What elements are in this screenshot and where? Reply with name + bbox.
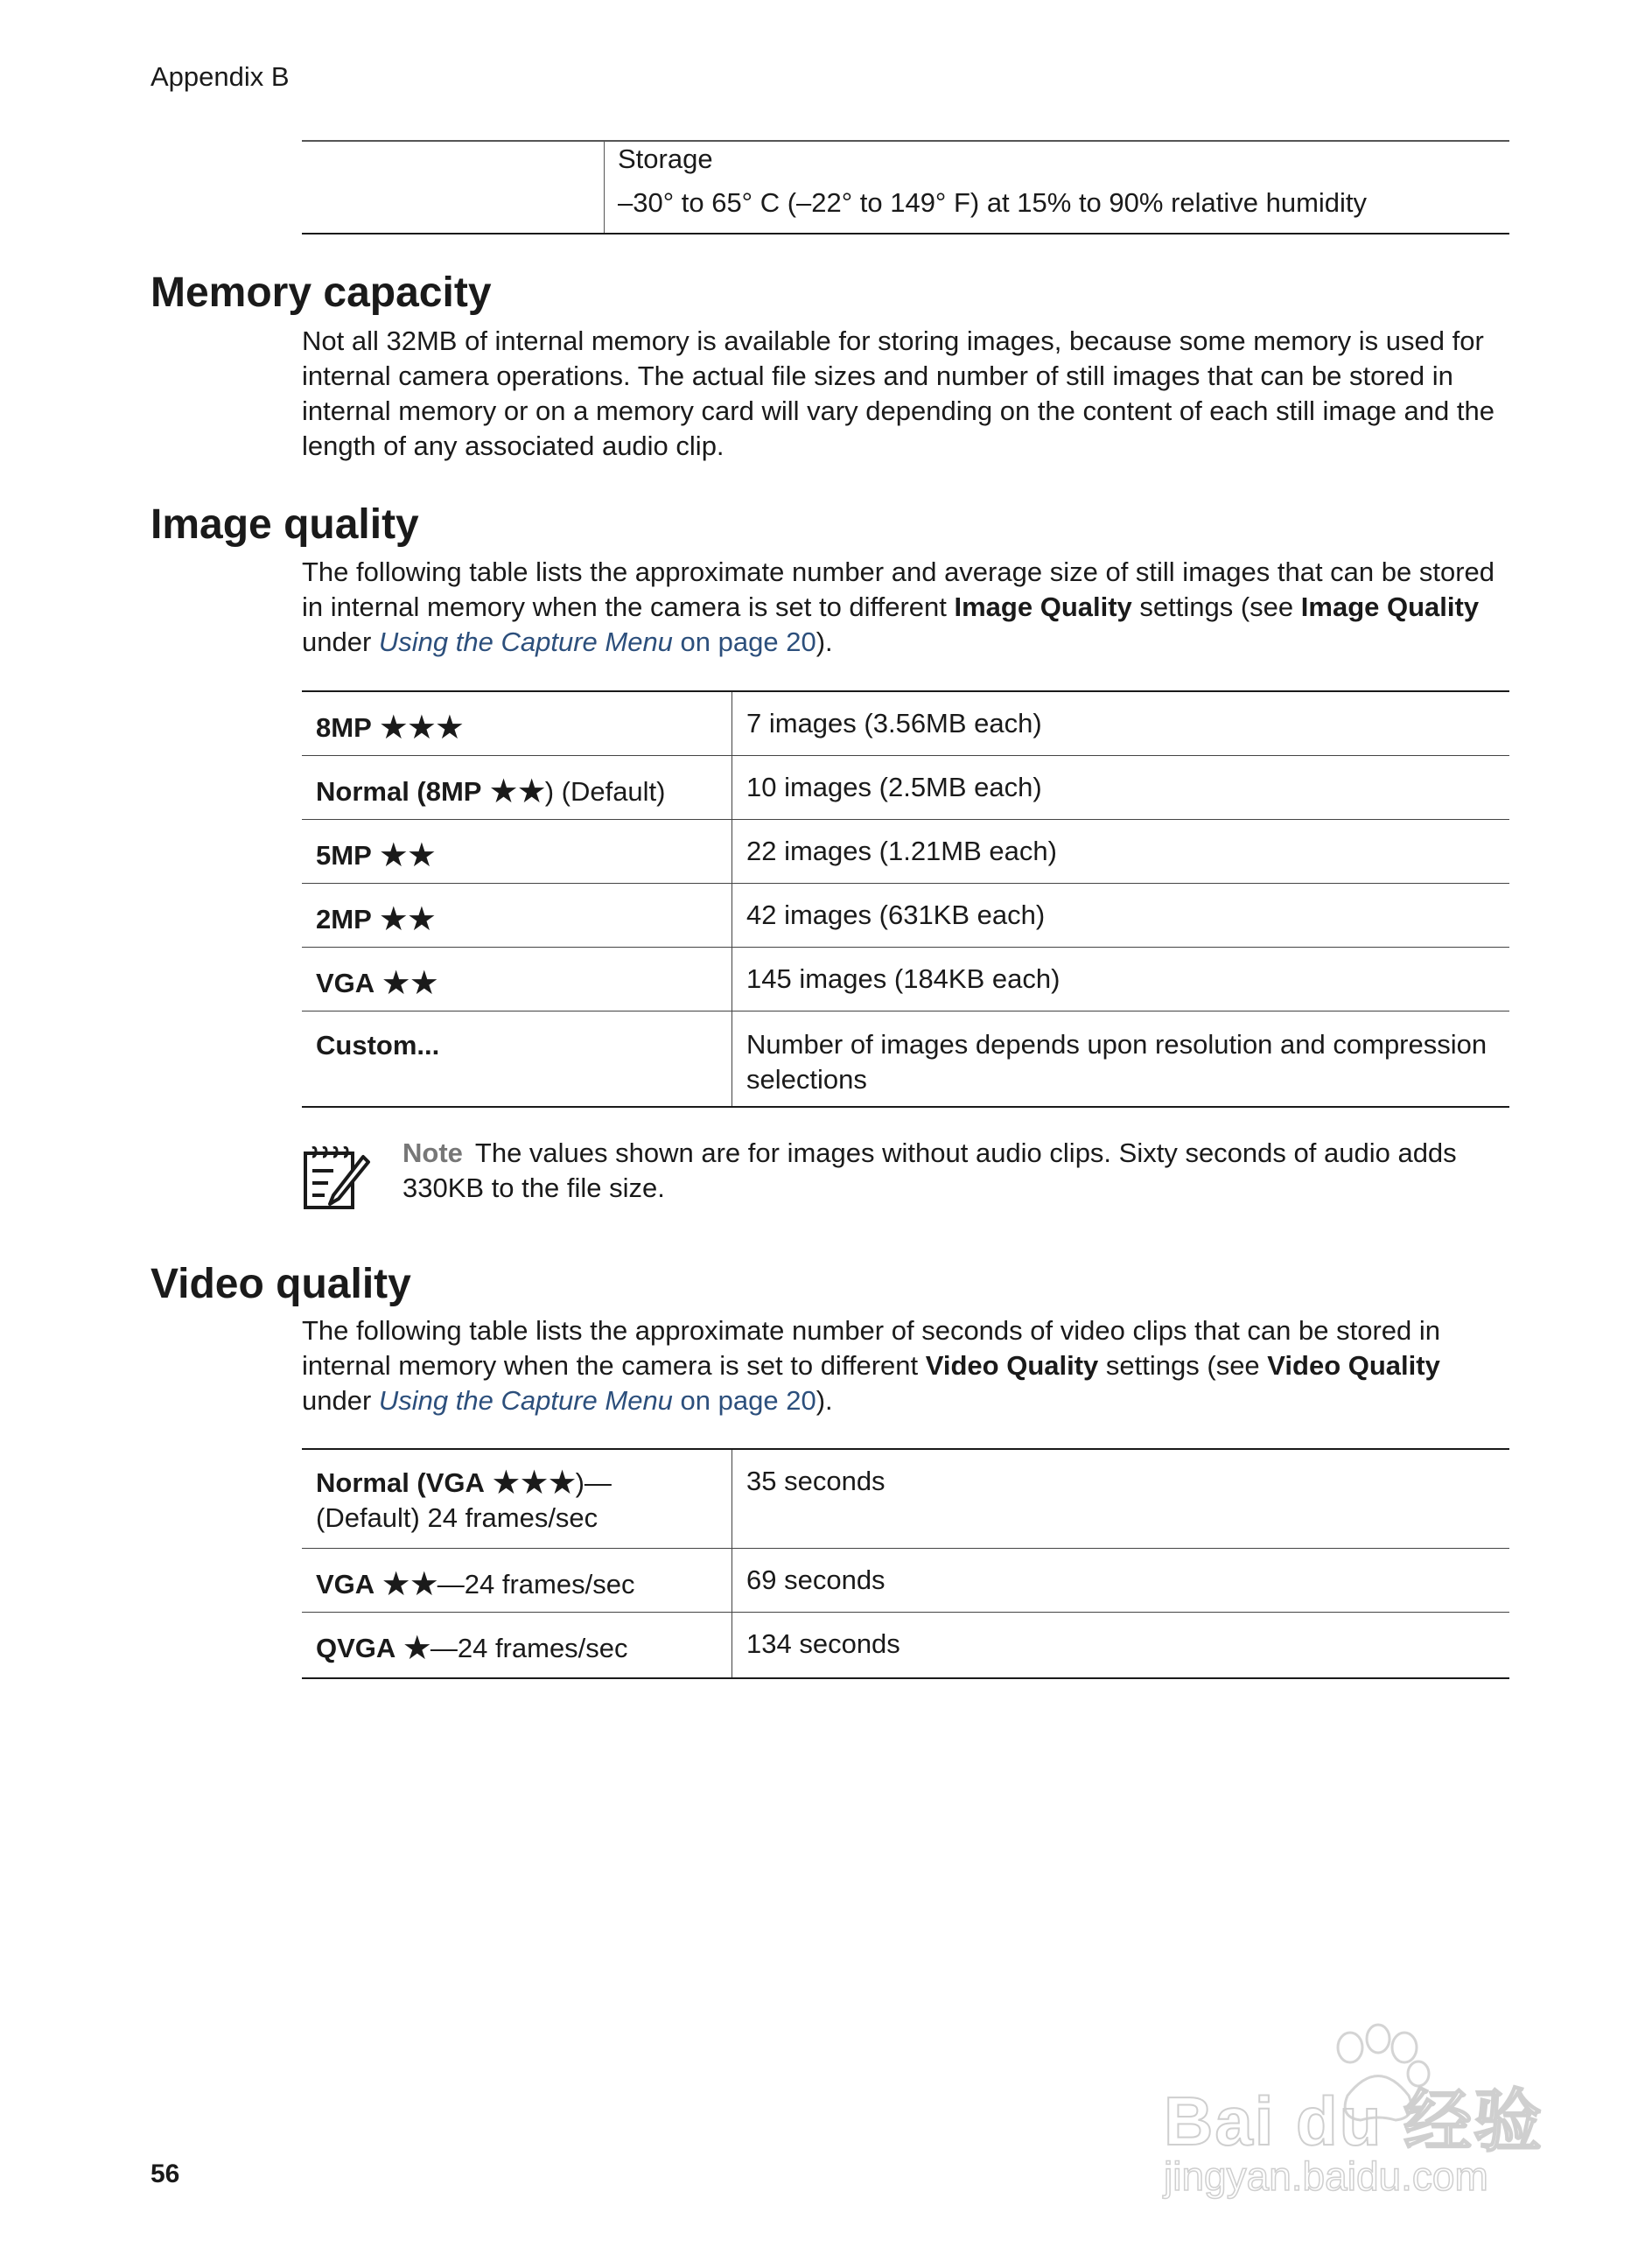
page-number: 56 <box>150 2160 180 2188</box>
quality-label-text: VGA <box>316 967 382 998</box>
capture-menu-link-page: on page 20 <box>672 626 816 657</box>
intro-text: ). <box>816 1385 833 1416</box>
intro-text: settings (see <box>1098 1350 1268 1381</box>
memory-capacity-heading: Memory capacity <box>150 270 492 316</box>
quality-label-text: 8MP <box>316 712 379 743</box>
watermark-url: jingyan.baidu.com <box>1164 2153 1488 2199</box>
video-label-suffix: )— <box>575 1467 612 1498</box>
quality-value: 10 images (2.5MB each) <box>732 755 1510 819</box>
note-body: The values shown are for images without audio clips. Sixty seconds of audio adds 330KB to the file size. <box>402 1138 1457 1203</box>
video-value: 69 seconds <box>732 1548 1510 1612</box>
video-label <box>302 1548 732 1612</box>
table-row <box>302 819 1509 883</box>
star-rating-icon: ★★ <box>378 836 435 874</box>
table-row <box>302 1449 1509 1548</box>
intro-text: under <box>302 1385 379 1416</box>
quality-label <box>302 1011 732 1107</box>
intro-text: ). <box>816 626 833 657</box>
table-row <box>302 1548 1509 1612</box>
storage-value: –30° to 65° C (–22° to 149° F) at 15% to 90% relative humidity <box>618 187 1368 218</box>
table-row <box>302 691 1509 755</box>
star-rating-icon: ★★ <box>381 1565 438 1603</box>
star-rating-icon: ★★ <box>378 900 435 938</box>
video-quality-heading: Video quality <box>150 1261 411 1307</box>
intro-bold: Image Quality <box>1300 592 1480 622</box>
storage-table-empty-cell <box>302 142 605 233</box>
intro-bold: Image Quality <box>954 592 1132 622</box>
capture-menu-link[interactable] <box>379 626 816 657</box>
quality-value: 22 images (1.21MB each) <box>732 819 1510 883</box>
video-label-text: Normal (VGA <box>316 1467 492 1498</box>
video-value: 35 seconds <box>732 1449 1510 1548</box>
quality-value: Number of images depends upon resolution and compression selections <box>732 1011 1510 1107</box>
storage-label: Storage <box>618 144 713 174</box>
star-rating-icon: ★★★ <box>378 710 463 746</box>
video-label-line2: (Default) 24 frames/sec <box>316 1502 598 1533</box>
quality-value: 7 images (3.56MB each) <box>732 691 1510 755</box>
video-label-suffix: —24 frames/sec <box>430 1632 628 1663</box>
video-label-text: QVGA <box>316 1632 402 1663</box>
quality-label <box>302 947 732 1011</box>
quality-value: 42 images (631KB each) <box>732 883 1510 947</box>
image-quality-intro <box>302 555 1514 660</box>
capture-menu-link-text: Using the Capture Menu <box>378 1385 673 1416</box>
intro-bold: Video Quality <box>1267 1350 1440 1381</box>
star-rating-icon: ★ <box>402 1629 430 1667</box>
video-label-text: VGA <box>316 1568 382 1600</box>
quality-label-text: 5MP <box>316 839 379 871</box>
watermark-brand: Bai du 经验 <box>1164 2082 1544 2160</box>
storage-table <box>302 140 1509 234</box>
table-row <box>302 883 1509 947</box>
intro-text: under <box>302 626 379 657</box>
video-label <box>302 1612 732 1678</box>
quality-label <box>302 883 732 947</box>
star-rating-icon: ★★ <box>381 964 438 1002</box>
note-icon <box>302 1144 372 1213</box>
table-row <box>302 947 1509 1011</box>
image-quality-table <box>302 690 1509 1108</box>
capture-menu-link[interactable] <box>379 1385 816 1416</box>
video-value: 134 seconds <box>732 1612 1510 1678</box>
star-rating-icon: ★★★ <box>491 1465 576 1502</box>
page-header: Appendix B <box>150 61 290 92</box>
memory-capacity-body: Not all 32MB of internal memory is available for storing images, because some memory is used for internal camera operations. The actual file sizes and number of still images that can be stored in internal memory or on a memory card will vary depending on the content of each still image and the length of any associated audio clip. <box>302 326 1494 461</box>
note-text <box>402 1136 1514 1206</box>
quality-label <box>302 691 732 755</box>
video-quality-table <box>302 1448 1509 1679</box>
quality-label-text: 2MP <box>316 903 379 934</box>
capture-menu-link-text: Using the Capture Menu <box>378 626 673 657</box>
quality-label <box>302 755 732 819</box>
table-row <box>302 1011 1509 1107</box>
table-row <box>302 755 1509 819</box>
video-quality-intro <box>302 1313 1514 1418</box>
video-label-suffix: —24 frames/sec <box>437 1568 635 1600</box>
intro-bold: Video Quality <box>925 1350 1099 1381</box>
quality-label-text: Normal (8MP <box>316 775 489 807</box>
intro-text: The following table lists the approximate number of seconds of video clips that can be stored in internal memory when the camera is set to different <box>302 1315 1441 1381</box>
image-quality-heading: Image quality <box>150 501 419 548</box>
note-label: Note <box>402 1138 463 1168</box>
video-label <box>302 1449 732 1548</box>
quality-label-text: Custom... <box>316 1029 440 1060</box>
quality-label-suffix: ) (Default) <box>544 775 666 807</box>
quality-value: 145 images (184KB each) <box>732 947 1510 1011</box>
star-rating-icon: ★★ <box>488 773 545 810</box>
intro-text: The following table lists the approximate number and average size of still images that can be stored in internal memory when the camera is set to different <box>302 556 1495 622</box>
quality-label <box>302 819 732 883</box>
capture-menu-link-page: on page 20 <box>672 1385 816 1416</box>
table-row <box>302 1612 1509 1678</box>
intro-text: settings (see <box>1131 592 1301 622</box>
